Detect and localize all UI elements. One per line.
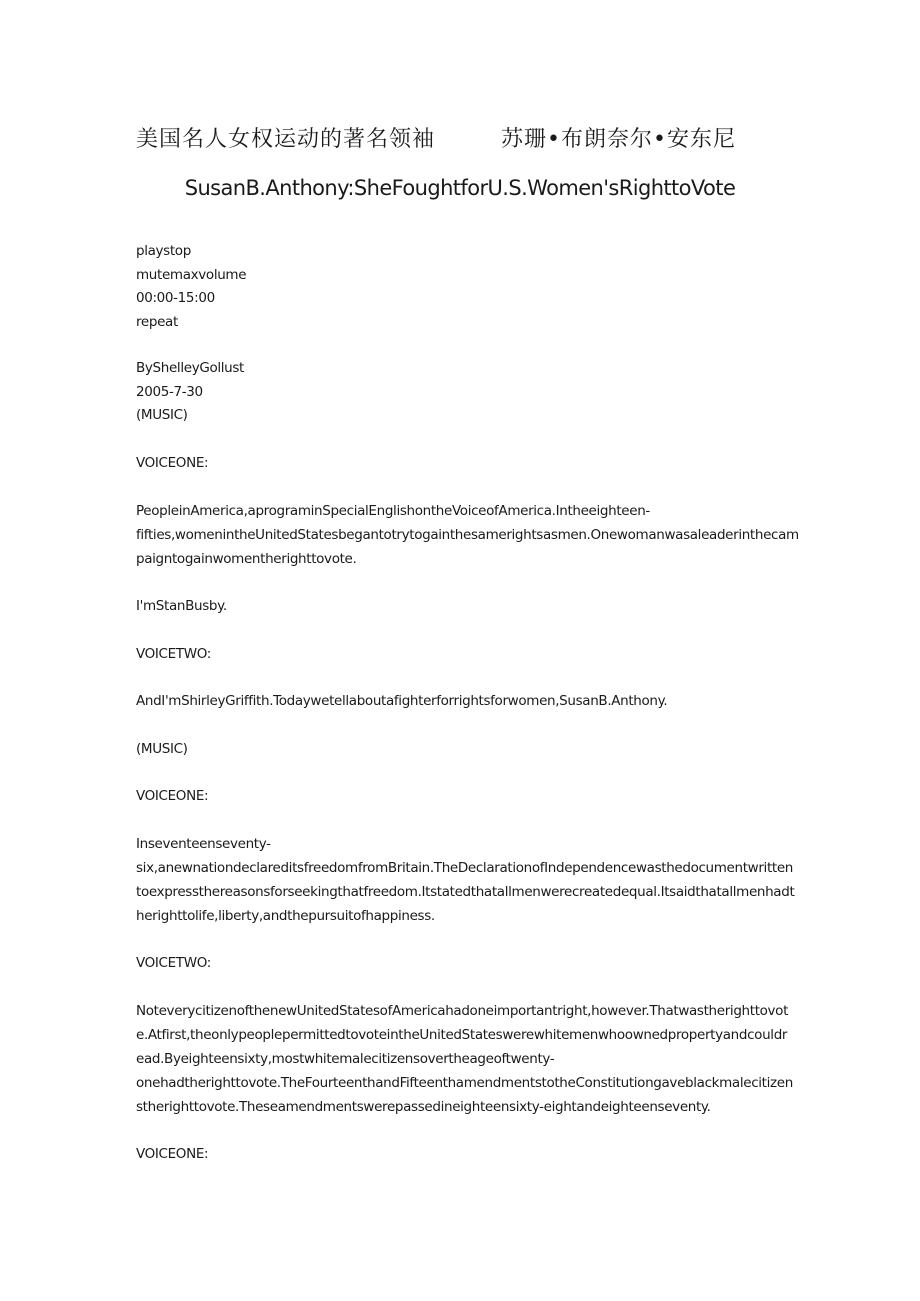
paragraph bbox=[136, 451, 786, 475]
volume-control[interactable]: mutemaxvolume bbox=[136, 266, 247, 283]
paragraph-line: herighttolife,liberty,andthepursuitofhappiness. bbox=[136, 907, 435, 924]
paragraph-line: e.Atfirst,theonlypeoplepermittedtovoteintheUnitedStateswerewhitemenwhoownedpropertyandcouldr bbox=[136, 1026, 788, 1043]
paragraph bbox=[136, 951, 786, 975]
paragraph-line: VOICEONE: bbox=[136, 455, 209, 471]
repeat-control[interactable]: repeat bbox=[136, 313, 178, 330]
paragraph-line: VOICETWO: bbox=[136, 645, 211, 662]
english-title: SusanB.Anthony:SheFoughtforU.S.Women'sRighttoVote bbox=[184, 176, 736, 200]
transcript bbox=[136, 451, 799, 1190]
paragraph-line: onehadtherighttovote.TheFourteenthandFifteenthamendmentstotheConstitutiongaveblackmalecitizen bbox=[136, 1074, 793, 1091]
article-meta bbox=[136, 357, 786, 428]
paragraph-line: fifties,womenintheUnitedStatesbegantotrytogainthesamerightsasmen.Onewomanwasaleaderinthecam bbox=[136, 526, 799, 543]
paragraph-line: I'mStanBusby. bbox=[136, 598, 227, 614]
paragraph-line: VOICEONE: bbox=[136, 1146, 209, 1162]
paragraph bbox=[136, 594, 786, 618]
chinese-title-right: 苏珊•布朗奈尔•安东尼 bbox=[501, 127, 736, 152]
chinese-title bbox=[136, 122, 756, 153]
paragraph-line: paigntogainwomentherighttovote. bbox=[136, 550, 357, 567]
chinese-title-left: 美国名人女权运动的著名领袖 bbox=[136, 127, 436, 152]
paragraph bbox=[136, 784, 786, 808]
paragraph bbox=[136, 499, 799, 571]
publish-date: 2005-7-30 bbox=[136, 383, 203, 400]
paragraph-line: VOICEONE: bbox=[136, 788, 209, 804]
byline: ByShelleyGollust bbox=[136, 360, 244, 376]
music-cue: (MUSIC) bbox=[136, 407, 188, 423]
play-stop-control[interactable]: playstop bbox=[136, 243, 191, 259]
paragraph bbox=[136, 737, 786, 761]
paragraph-line: AndI'mShirleyGriffith.Todaywetellaboutafighterforrightsforwomen,SusanB.Anthony. bbox=[136, 693, 668, 709]
paragraph bbox=[136, 689, 786, 713]
paragraph-line: PeopleinAmerica,aprograminSpecialEnglishontheVoiceofAmerica.Intheeighteen- bbox=[136, 502, 650, 519]
paragraph-line: Inseventeenseventy- bbox=[136, 835, 271, 852]
paragraph-line: six,anewnationdeclareditsfreedomfromBritain.TheDeclarationofIndependencewasthedocumentwritten bbox=[136, 859, 794, 876]
time-readout: 00:00-15:00 bbox=[136, 290, 215, 306]
paragraph-line: (MUSIC) bbox=[136, 740, 188, 757]
paragraph-line: ead.Byeighteensixty,mostwhitemalecitizensovertheageoftwenty- bbox=[136, 1050, 555, 1067]
paragraph bbox=[136, 642, 786, 666]
paragraph-line: stherighttovote.Theseamendmentswerepassedineighteensixty-eightandeighteenseventy. bbox=[136, 1098, 711, 1115]
player-controls bbox=[136, 240, 786, 334]
paragraph bbox=[136, 1142, 786, 1166]
paragraph-line: toexpressthereasonsforseekingthatfreedom.Itstatedthatallmenwerecreatedequal.Itsaidthatallmenhadt bbox=[136, 883, 795, 900]
paragraph-line: NoteverycitizenofthenewUnitedStatesofAmericahadoneimportantright,however.Thatwastherighttovot bbox=[136, 1002, 789, 1019]
paragraph bbox=[136, 999, 793, 1119]
paragraph bbox=[136, 832, 795, 928]
paragraph-line: VOICETWO: bbox=[136, 955, 211, 971]
